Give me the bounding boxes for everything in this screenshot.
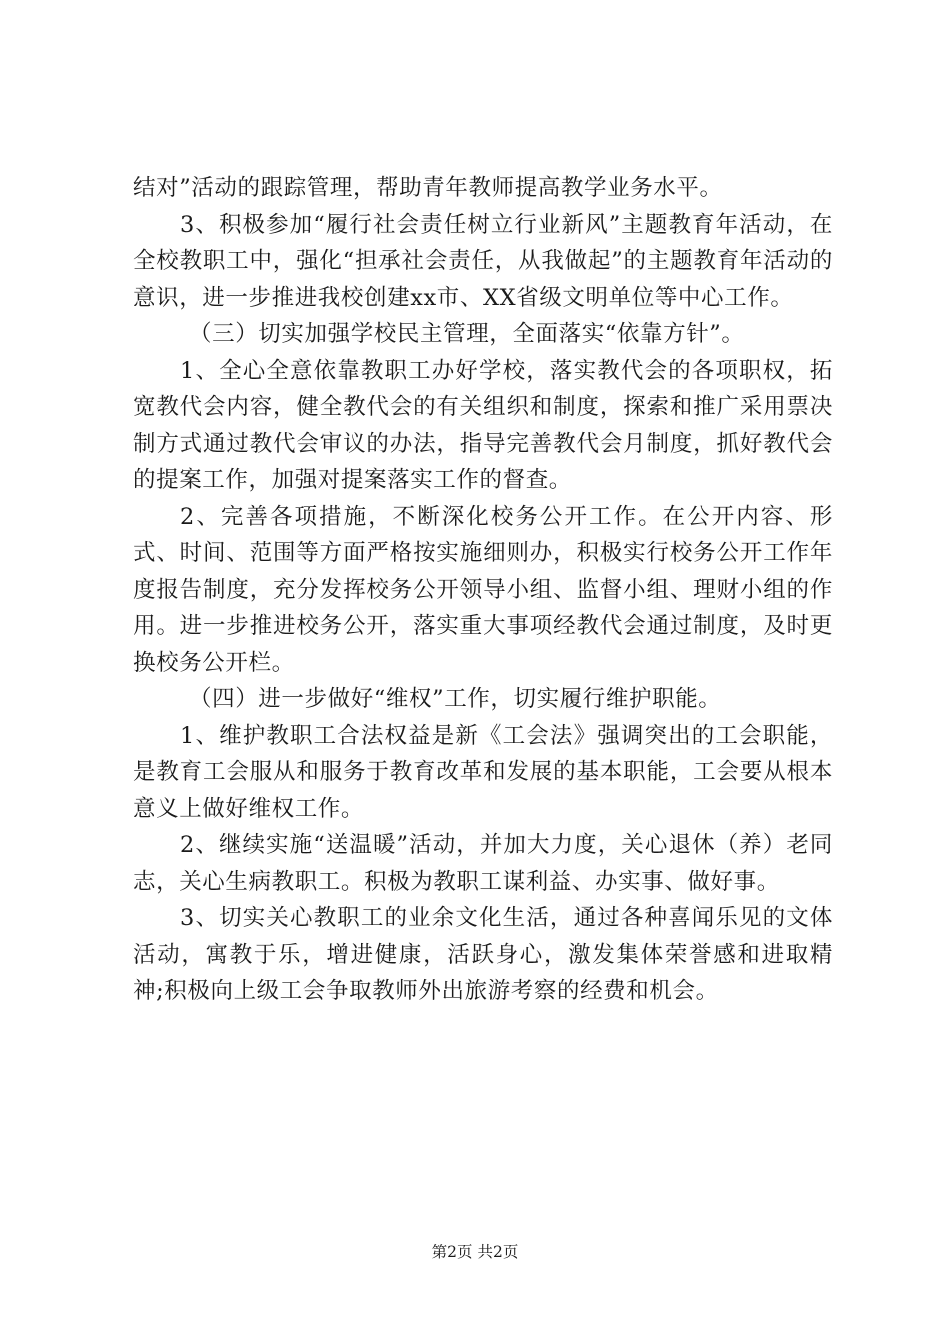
paragraph-item-1-rely-on-staff: 1、全心全意依靠教职工办好学校，落实教代会的各项职权，拓宽教代会内容，健全教代会的有关组织和制度，探索和推广采用票决制方式通过教代会审议的办法，指导完善教代会月制度，抓好教代会的提案工作，加强对提案落实工作的督查。 [133,357,833,493]
paragraph-item-3-culture: 3、切实关心教职工的业余文化生活，通过各种喜闻乐见的文体活动，寓教于乐，增进健康，活跃身心，激发集体荣誉感和进取精神;积极向上级工会争取教师外出旅游考察的经费和机会。 [133,905,833,1004]
paragraph-item-2-warmth: 2、继续实施“送温暖”活动，并加大力度，关心退休（养）老同志，关心生病教职工。积极为教职工谋利益、办实事、做好事。 [133,832,833,895]
page-footer: 第2页 共2页 [431,1243,519,1261]
paragraph-continuation: 结对”活动的跟踪管理，帮助青年教师提高教学业务水平。 [133,175,723,201]
paragraph-item-2-school-affairs: 2、完善各项措施，不断深化校务公开工作。在公开内容、形式、时间、范围等方面严格按实施细则办，积极实行校务公开工作年度报告制度，充分发挥校务公开领导小组、监督小组、理财小组的作用。进一步推进校务公开，落实重大事项经教代会通过制度，及时更换校务公开栏。 [133,503,833,676]
paragraph-item-1-rights: 1、维护教职工合法权益是新《工会法》强调突出的工会职能，是教育工会服从和服务于教育改革和发展的基本职能，工会要从根本意义上做好维权工作。 [133,722,833,822]
document-body [133,170,833,1010]
section-heading-4: （四）进一步做好“维权”工作，切实履行维护职能。 [189,686,722,712]
section-heading-3: （三）切实加强学校民主管理，全面落实“依靠方针”。 [189,321,745,347]
paragraph-item-3-social-responsibility: 3、积极参加“履行社会责任树立行业新风”主题教育年活动，在全校教职工中，强化“担承社会责任，从我做起”的主题教育年活动的意识，进一步推进我校创建xx市、XX省级文明单位等中心工作。 [133,211,833,311]
